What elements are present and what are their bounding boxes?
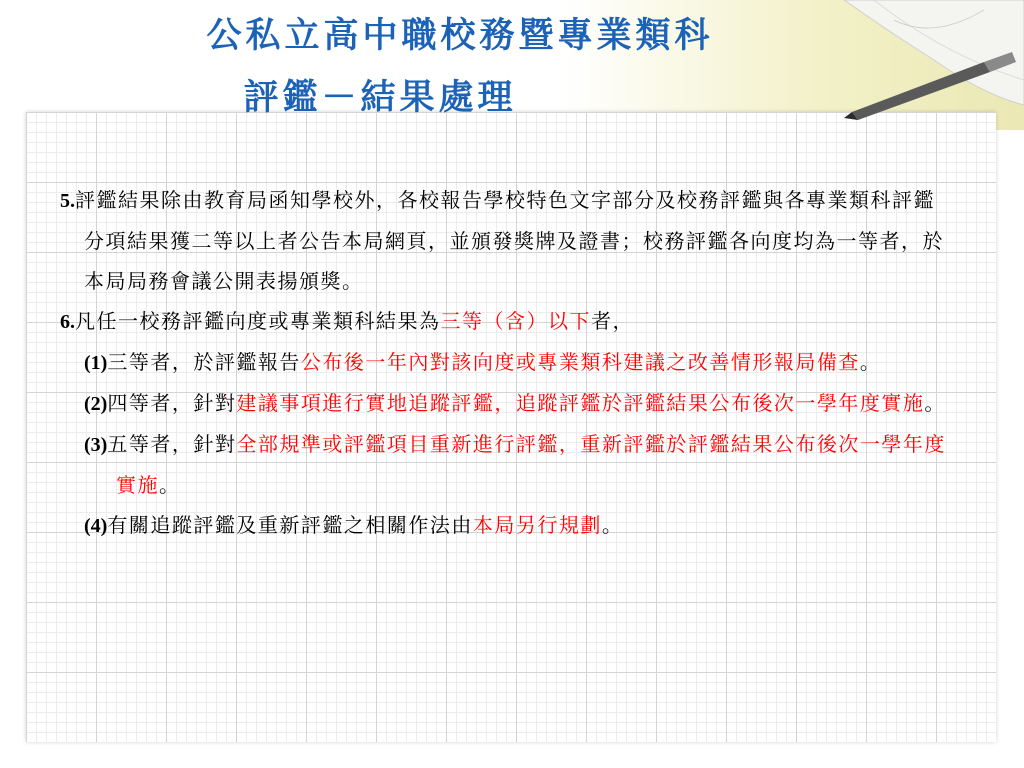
sub-item-text: 五等者，針對 bbox=[107, 432, 237, 456]
page-title-line2: 評鑑－結果處理 bbox=[243, 77, 517, 118]
sub-item-text: 三等者，於評鑑報告 bbox=[107, 350, 301, 374]
sub-item-2 bbox=[60, 383, 950, 424]
sub-item-text: 。 bbox=[924, 391, 946, 415]
sub-item-text: 有關追蹤評鑑及重新評鑑之相關作法由 bbox=[107, 513, 473, 537]
highlight-text: 公布後一年內對該向度或專業類科建議之改善情形報局備查 bbox=[300, 350, 860, 374]
highlight-text: 三等（含）以下 bbox=[440, 309, 591, 333]
item-text: 凡任一校務評鑑向度或專業類科結果為 bbox=[75, 309, 441, 333]
sub-item-1 bbox=[60, 342, 950, 383]
sub-item-number: (3) bbox=[84, 434, 108, 456]
sub-item-text: 。 bbox=[859, 350, 882, 374]
highlight-text: 全部規準或評鑑項目重新進行評鑑，重新評鑑於評鑑結果公布後次一學年度實施 bbox=[116, 432, 946, 497]
sub-item-number: (4) bbox=[84, 515, 108, 537]
item-number: 6. bbox=[60, 311, 75, 333]
highlight-text: 本局另行規劃 bbox=[472, 513, 602, 537]
item-text: 評鑑結果除由教育局函知學校外，各校報告學校特色文字部分及校務評鑑與各專業類科評鑑分項結果獲二等以上者公告本局網頁，並頒發獎牌及證書；校務評鑑各向度均為一等者，於本局局務會議公開表揚頒獎。 bbox=[75, 188, 944, 293]
sub-item-text: 。 bbox=[159, 473, 181, 497]
sub-item-3 bbox=[60, 424, 950, 505]
item-6 bbox=[60, 301, 950, 342]
content-body bbox=[60, 180, 950, 546]
item-text: 者， bbox=[591, 309, 634, 333]
sub-item-number: (1) bbox=[84, 352, 108, 374]
sub-item-number: (2) bbox=[84, 393, 108, 415]
highlight-text: 建議事項進行實地追蹤評鑑，追蹤評鑑於評鑑結果公布後次一學年度實施 bbox=[236, 391, 925, 415]
item-number: 5. bbox=[60, 190, 75, 212]
sub-item-text: 四等者，針對 bbox=[107, 391, 237, 415]
page-title-line1: 公私立高中職校務暨專業類科 bbox=[206, 15, 714, 56]
sub-item-4 bbox=[60, 505, 950, 546]
item-5 bbox=[60, 180, 950, 301]
sub-item-text: 。 bbox=[601, 513, 624, 537]
